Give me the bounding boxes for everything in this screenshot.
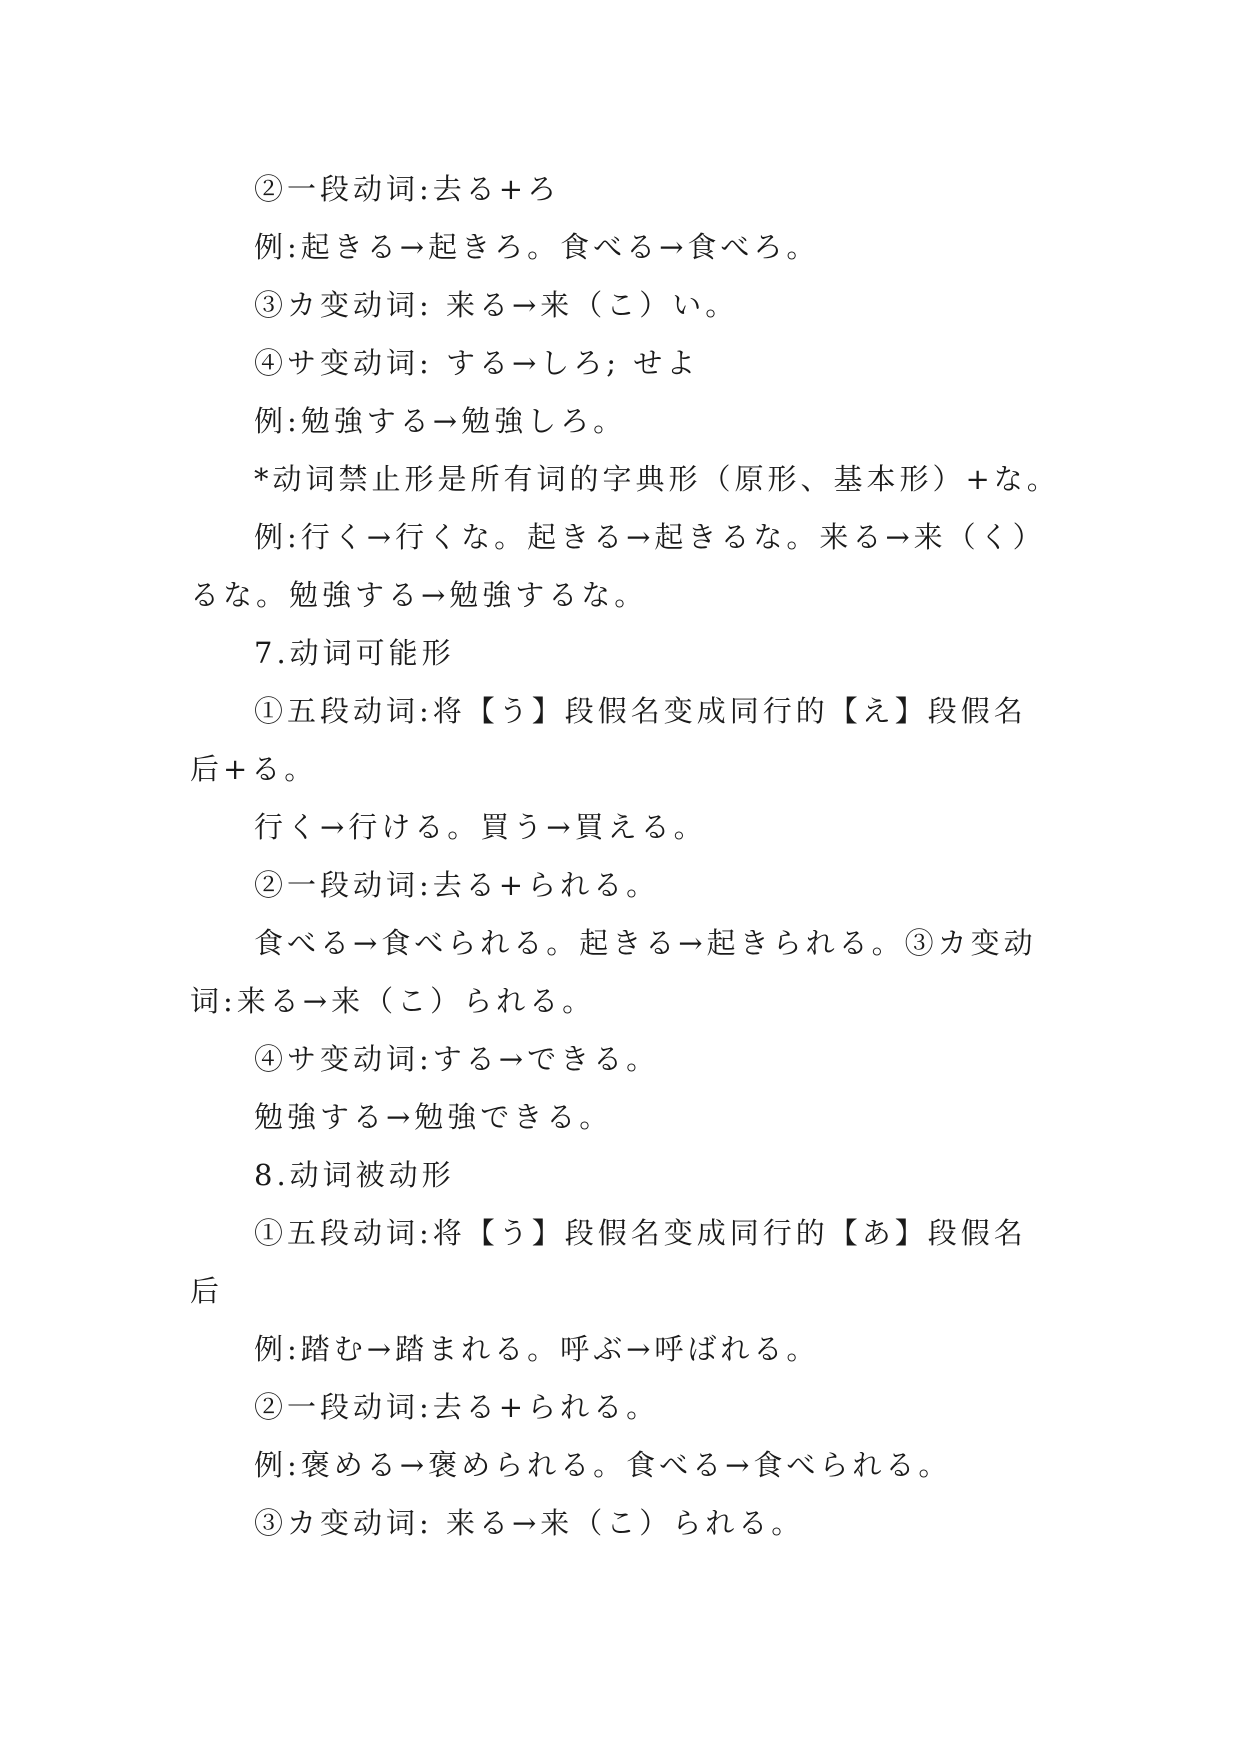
text-line: 例:勉強する→勉強しろ。 — [254, 404, 627, 438]
text-line: 行く→行ける。買う→買える。 — [254, 810, 707, 844]
text-line: 例:踏む→踏まれる。呼ぶ→呼ばれる。 — [254, 1332, 820, 1366]
text-line-continuation: 后+る。 — [190, 752, 318, 786]
text-line: *动词禁止形是所有词的字典形（原形、基本形）+な。 — [254, 462, 1060, 496]
text-line: ②一段动词:去る+られる。 — [254, 1390, 660, 1424]
text-line: ③カ变动词: 来る→来（こ）られる。 — [254, 1506, 805, 1540]
text-line-continuation: 后 — [190, 1274, 224, 1308]
text-line: ④サ变动词: する→しろ; せよ — [254, 346, 700, 380]
text-line: ③カ变动词: 来る→来（こ）い。 — [254, 288, 739, 322]
document-body — [190, 160, 1060, 1552]
text-line: ④サ变动词:する→できる。 — [254, 1042, 660, 1076]
text-line: 食べる→食べられる。起きる→起きられる。③カ变动 — [254, 926, 1037, 960]
section-heading: 8.动词被动形 — [254, 1158, 455, 1192]
text-line: ②一段动词:去る+ろ — [254, 172, 561, 206]
text-line: 例:行く→行くな。起きる→起きるな。来る→来（く） — [254, 520, 1046, 554]
section-heading: 7.动词可能形 — [254, 636, 455, 670]
text-line: ①五段动词:将【う】段假名变成同行的【え】段假名 — [254, 694, 1027, 728]
text-line-continuation: るな。勉強する→勉強するな。 — [190, 578, 648, 612]
text-line: 勉強する→勉強できる。 — [254, 1100, 613, 1134]
text-line: ①五段动词:将【う】段假名变成同行的【あ】段假名 — [254, 1216, 1027, 1250]
text-line: ②一段动词:去る+られる。 — [254, 868, 660, 902]
text-line: 例:褒める→褒められる。食べる→食べられる。 — [254, 1448, 952, 1482]
text-line-continuation: 词:来る→来（こ）られる。 — [190, 984, 596, 1018]
text-line: 例:起きる→起きろ。食べる→食べろ。 — [254, 230, 820, 264]
